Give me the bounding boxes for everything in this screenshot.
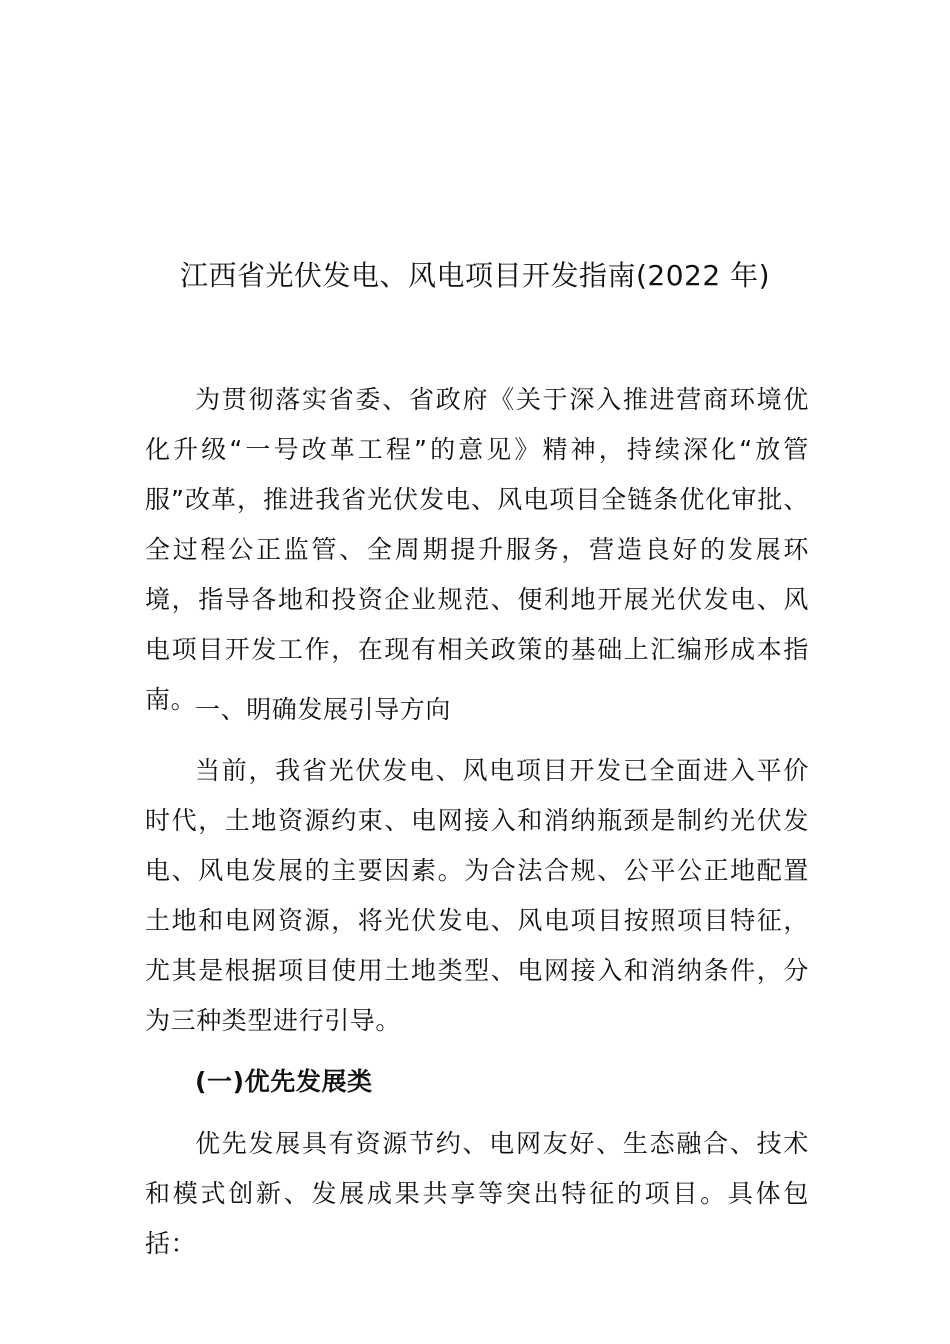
intro-paragraph: 为贯彻落实省委、省政府《关于深入推进营商环境优化升级“一号改革工程”的意见》精神，持续深化“放管服”改革，推进我省光伏发电、风电项目全链条优化审批、全过程公正监管、全周期提升服务，营造良好的发展环境，指导各地和投资企业规范、便利地开展光伏发电、风电项目开发工作，在现有相关政策的基础上汇编形成本指南。	[145, 385, 809, 714]
subsection-heading: (一)优先发展类	[195, 1067, 373, 1096]
document-title: 江西省光伏发电、风电项目开发指南(2022 年)	[179, 259, 770, 292]
subsection-paragraph: 优先发展具有资源节约、电网友好、生态融合、技术和模式创新、发展成果共享等突出特征的项目。具体包括：	[145, 1129, 809, 1258]
section-paragraph: 当前，我省光伏发电、风电项目开发已全面进入平价时代，土地资源约束、电网接入和消纳瓶颈是制约光伏发电、风电发展的主要因素。为合法合规、公平公正地配置土地和电网资源，将光伏发电、风电项目按照项目特征，尤其是根据项目使用土地类型、电网接入和消纳条件，分为三种类型进行引导。	[145, 756, 809, 1035]
section-heading: 一、明确发展引导方向	[195, 695, 452, 724]
